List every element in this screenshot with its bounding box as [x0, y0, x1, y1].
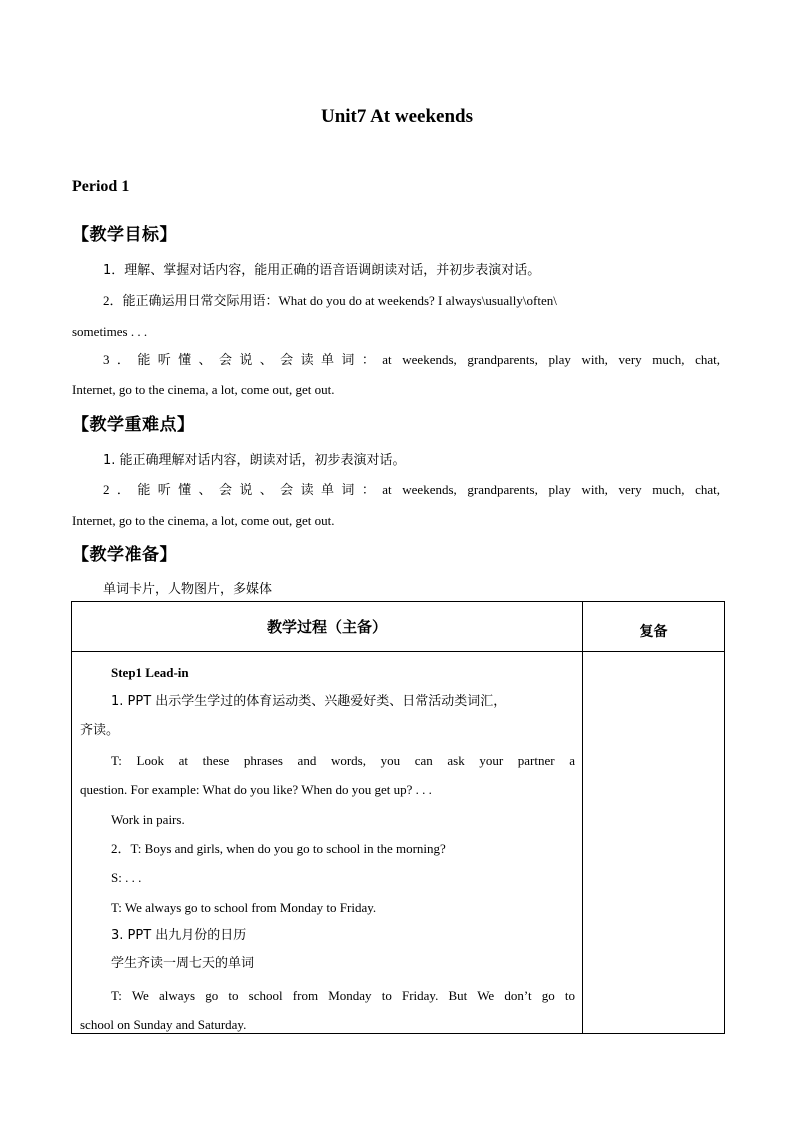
process-line: 1. PPT 出示学生学过的体育运动类、兴趣爱好类、日常活动类词汇， [111, 694, 507, 709]
process-line: T: We always go to school from Monday to Friday. But We don’t go to [111, 988, 575, 1003]
process-line: T: We always go to school from Monday to Friday. [111, 900, 377, 915]
process-line: 齐读。 [80, 723, 120, 738]
step1-heading: Step1 Lead-in [111, 665, 189, 680]
process-content-cell [72, 652, 583, 1034]
objective-line-3: 3．能听懂、会说、会读单词：at weekends, grandparents, play with, very much, chat, [103, 352, 720, 367]
period-heading: Period 1 [72, 178, 130, 195]
process-line: 2．T: Boys and girls, when do you go to school in the morning? [111, 841, 446, 856]
section-heading-objectives: 【教学目标】 [72, 225, 177, 245]
keypoint-line-2-cont: Internet, go to the cinema, a lot, come out, get out. [72, 513, 335, 528]
objective-line-2: 2．能正确运用日常交际用语：What do you do at weekends? I always\usually\often\ [103, 293, 557, 308]
keypoint-line-1: 1. 能正确理解对话内容，朗读对话，初步表演对话。 [103, 453, 406, 468]
process-line: question. For example: What do you like? When do you get up? . . . [80, 782, 432, 797]
objective-line-2-cont: sometimes . . . [72, 324, 148, 339]
section-heading-preparation: 【教学准备】 [72, 545, 177, 565]
page-title: Unit7 At weekends [320, 106, 473, 127]
table-header-main: 教学过程（主备） [72, 602, 583, 652]
process-line: 学生齐读一周七天的单词 [111, 956, 255, 971]
process-line: 3. PPT 出九月份的日历 [111, 928, 247, 943]
process-line: school on Sunday and Saturday. [80, 1017, 247, 1032]
section-heading-keypoints: 【教学重难点】 [72, 415, 195, 435]
teaching-process-table [71, 601, 725, 1034]
process-line: T: Look at these phrases and words, you can ask your partner a [111, 753, 575, 768]
keypoint-line-2: 2．能听懂、会说、会读单词：at weekends, grandparents, play with, very much, chat, [103, 482, 720, 497]
objective-line-1: 1．理解、掌握对话内容，能用正确的语音语调朗读对话，并初步表演对话。 [103, 263, 541, 278]
process-line: Work in pairs. [111, 812, 185, 827]
revision-notes-cell [583, 652, 725, 1034]
objective-line-3-cont: Internet, go to the cinema, a lot, come out, get out. [72, 382, 335, 397]
preparation-line: 单词卡片，人物图片，多媒体 [103, 582, 273, 597]
process-line: S: . . . [111, 870, 142, 885]
table-header-side: 复备 [583, 602, 725, 652]
